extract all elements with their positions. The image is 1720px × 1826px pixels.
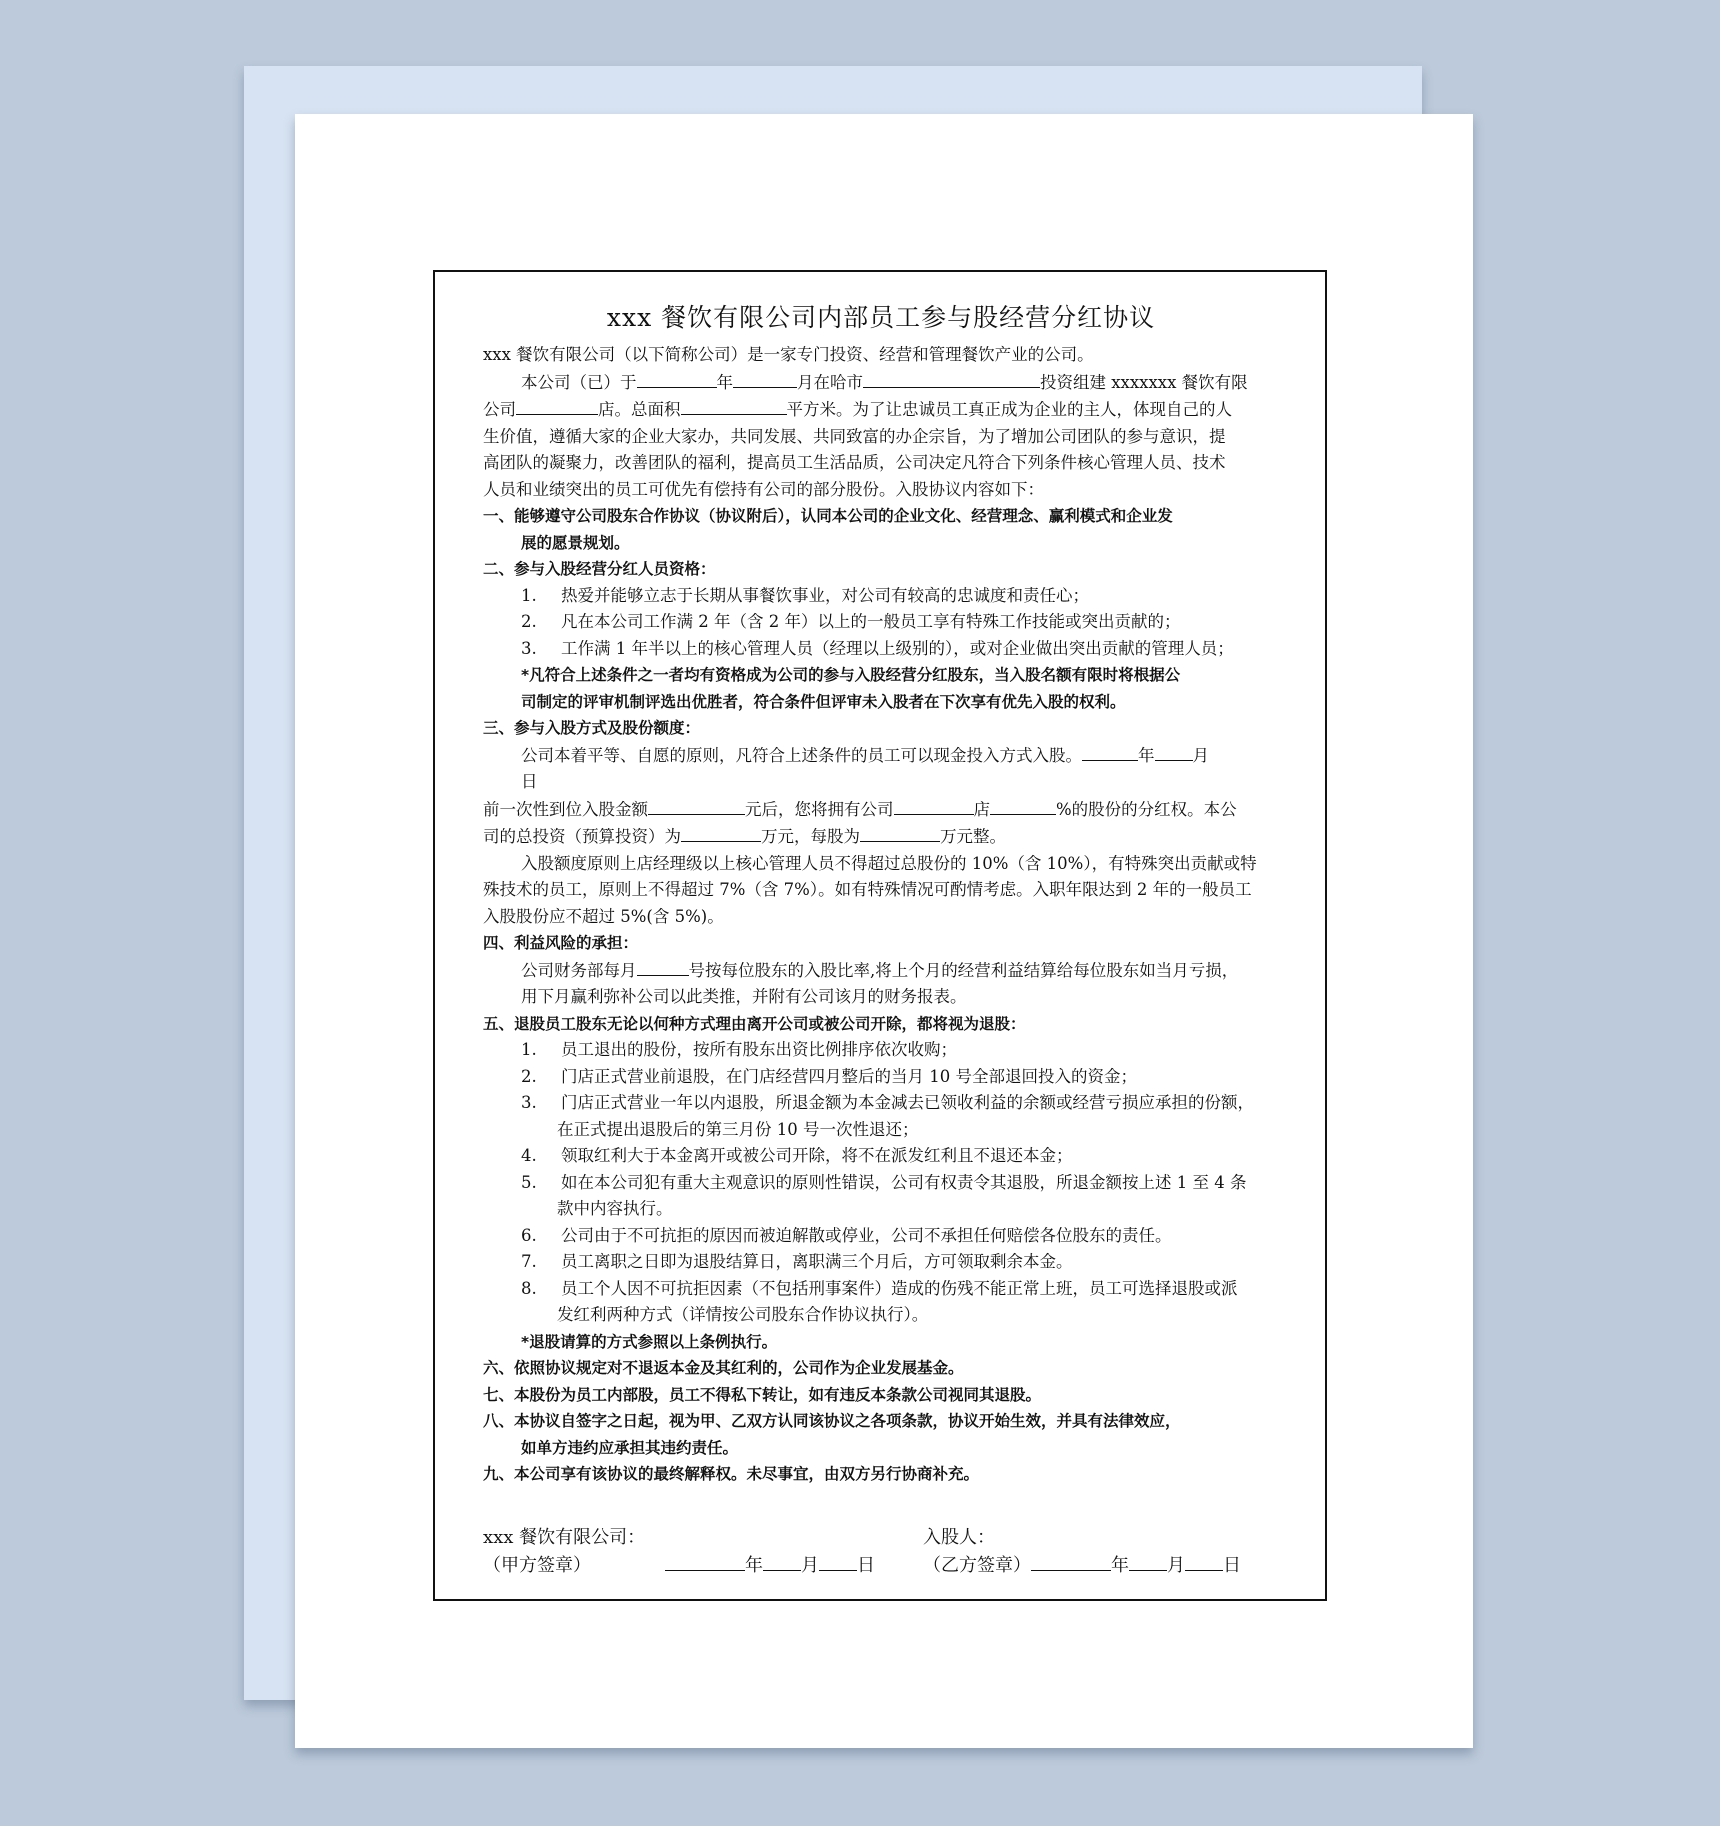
section-8-cont: 如单方违约应承担其违约责任。: [521, 1438, 739, 1457]
section-4-heading: 四、利益风险的承担：: [483, 934, 639, 952]
intro-line: [483, 396, 1279, 424]
item-number: 3.: [521, 1093, 537, 1112]
intro-text: 月在哈市: [797, 372, 863, 392]
blank-field[interactable]: [637, 957, 689, 976]
date-year-label: 年: [1111, 1555, 1129, 1576]
blank-field[interactable]: [681, 396, 787, 415]
party-b-signature: [923, 1524, 1241, 1580]
party-a-signature: [483, 1524, 875, 1580]
intro-line: 人员和业绩突出的员工可优先有偿持有公司的部分股份。入股协议内容如下：: [483, 479, 1044, 499]
list-item: [483, 636, 1279, 663]
party-b-seal: （乙方签章）: [923, 1555, 1031, 1576]
blank-field[interactable]: [665, 1552, 745, 1571]
intro-line: [483, 369, 1279, 397]
blank-field[interactable]: [860, 823, 940, 842]
intro-text: 年: [716, 372, 733, 392]
item-number: 5.: [521, 1172, 537, 1192]
item-number: 2.: [521, 1066, 537, 1086]
party-a-name: xxx 餐饮有限公司：: [483, 1527, 646, 1548]
intro-text: 平方米。为了让忠诚员工真正成为企业的主人，体现自己的人: [786, 400, 1232, 419]
section-6: 六、依照协议规定对不退返本金及其红利的，公司作为企业发展基金。: [483, 1359, 964, 1377]
blank-field[interactable]: [1155, 742, 1193, 761]
list-item: [483, 1223, 1279, 1250]
section-3-line: 入股股份应不超过 5%(含 5%)。: [483, 906, 724, 926]
section-text: 万元整。: [940, 827, 1006, 846]
item-number: 3.: [521, 638, 537, 658]
item-text: 领取红利大于本金离开或被公司开除，将不在派发红利且不退还本金；: [561, 1146, 1073, 1165]
section-text: 司的总投资（预算投资）为: [483, 827, 681, 846]
section-2-heading: 二、参与入股经营分红人员资格：: [483, 560, 716, 578]
section-3-line: [483, 823, 1279, 851]
blank-field[interactable]: [516, 396, 598, 415]
item-number: 4.: [521, 1146, 537, 1165]
section-1-cont: 展的愿景规划。: [521, 533, 630, 552]
section-8: 八、本协议自签字之日起，视为甲、乙双方认同该协议之各项条款，协议开始生效，并具有法律效应，: [483, 1412, 1181, 1430]
list-item: [483, 1249, 1279, 1276]
section-9: 九、本公司享有该协议的最终解释权。未尽事宜，由双方另行协商补充。: [483, 1465, 980, 1483]
section-4-line: 用下月赢利弥补公司以此类推，并附有公司该月的财务报表。: [521, 987, 967, 1006]
document-title: xxx 餐饮有限公司内部员工参与股经营分红协议: [606, 303, 1156, 332]
intro-line: xxx 餐饮有限公司（以下简称公司）是一家专门投资、经营和管理餐饮产业的公司。: [483, 345, 1094, 364]
item-number: 7.: [521, 1252, 537, 1271]
section-3-line: [483, 796, 1279, 824]
item-text: 如在本公司犯有重大主观意识的原则性错误，公司有权责令其退股，所退金额按上述 1 至 4 条: [561, 1172, 1247, 1192]
blank-field[interactable]: [819, 1552, 857, 1571]
date-day-label: 日: [1223, 1555, 1241, 1576]
document-page: [295, 114, 1473, 1748]
intro-line: 生价值，遵循大家的企业大家办，共同发展、共同致富的办企宗旨，为了增加公司团队的参与意识，提: [483, 426, 1226, 446]
section-2-note: *凡符合上述条件之一者均有资格成为公司的参与入股经营分红股东，当入股名额有限时将根据公: [521, 666, 1181, 684]
section-text: 年: [1138, 745, 1155, 765]
item-text: 凡在本公司工作满 2 年（含 2 年）以上的一般员工享有特殊工作技能或突出贡献的；: [561, 612, 1181, 631]
blank-field[interactable]: [733, 369, 797, 388]
section-text: 公司财务部每月: [521, 960, 637, 980]
party-b-date-line: [923, 1552, 1241, 1580]
document-border: [433, 270, 1327, 1601]
party-b-name: 入股人：: [923, 1527, 995, 1548]
party-a-seal: （甲方签章）: [483, 1555, 591, 1576]
section-3-line: 入股额度原则上店经理级以上核心管理人员不得超过总股份的 10%（含 10%），有特殊突出贡献或特: [521, 853, 1257, 873]
section-text: %的股份的分红权。本公: [1056, 799, 1237, 819]
blank-field[interactable]: [648, 796, 745, 815]
section-text: 万元，每股为: [761, 827, 860, 846]
section-text: 月: [1192, 745, 1209, 765]
list-item-cont: 发红利两种方式（详情按公司股东合作协议执行）。: [557, 1305, 929, 1324]
intro-line: 高团队的凝聚力，改善团队的福利，提高员工生活品质，公司决定凡符合下列条件核心管理人员、技术: [483, 453, 1226, 472]
item-text: 员工个人因不可抗拒因素（不包括刑事案件）造成的伤残不能正常上班，员工可选择退股或派: [561, 1278, 1238, 1298]
blank-field[interactable]: [990, 796, 1056, 815]
blank-field[interactable]: [1185, 1552, 1223, 1571]
item-text: 工作满 1 年半以上的核心管理人员（经理以上级别的），或对企业做出突出贡献的管理人员；: [561, 638, 1234, 658]
list-item: [483, 1064, 1279, 1091]
section-3-heading: 三、参与入股方式及股份额度：: [483, 719, 701, 737]
section-4-line: [483, 957, 1279, 985]
list-item: [483, 1143, 1279, 1170]
item-text: 公司由于不可抗拒的原因而被迫解散或停业，公司不承担任何赔偿各位股东的责任。: [561, 1225, 1172, 1245]
list-item-cont: 在正式提出退股后的第三月份 10 号一次性退还；: [557, 1119, 919, 1139]
item-number: 2.: [521, 612, 537, 631]
blank-field[interactable]: [894, 796, 974, 815]
item-number: 1.: [521, 585, 537, 605]
list-item: [483, 583, 1279, 610]
intro-text: 公司: [483, 400, 516, 419]
section-1: 一、能够遵守公司股东合作协议（协议附后），认同本公司的企业文化、经营理念、赢利模式和企业发: [483, 507, 1173, 525]
section-5-list: [483, 1037, 1279, 1329]
list-item-cont: 款中内容执行。: [557, 1199, 673, 1218]
section-text: 公司本着平等、自愿的原则，凡符合上述条件的员工可以现金投入方式入股。: [521, 745, 1082, 765]
blank-field[interactable]: [863, 369, 1040, 388]
blank-field[interactable]: [763, 1552, 801, 1571]
list-item: [483, 1276, 1279, 1303]
list-item: [483, 1170, 1279, 1197]
intro-text: 投资组建 xxxxxxx 餐饮有限: [1040, 372, 1248, 392]
section-3-line: 殊技术的员工，原则上不得超过 7%（含 7%）。如有特殊情况可酌情考虑。入职年限达到 2 年的一般员工: [483, 880, 1252, 899]
list-item: [483, 609, 1279, 636]
section-5-note: *退股请算的方式参照以上条例执行。: [521, 1332, 778, 1351]
section-2-note: 司制定的评审机制评选出优胜者，符合条件但评审未入股者在下次享有优先入股的权利。: [521, 692, 1126, 711]
item-text: 员工退出的股份，按所有股东出资比例排序依次收购；: [561, 1040, 957, 1059]
section-text: 元后，您将拥有公司: [745, 799, 894, 819]
intro-text: 本公司（已）于: [521, 372, 637, 392]
section-5-heading: 五、退股员工股东无论以何种方式理由离开公司或被公司开除，都将视为退股：: [483, 1014, 1026, 1033]
item-number: 6.: [521, 1225, 537, 1245]
blank-field[interactable]: [637, 369, 717, 388]
blank-field[interactable]: [1082, 742, 1138, 761]
list-item: [483, 1090, 1279, 1117]
section-text: 号按每位股东的入股比率,将上个月的经营利益结算给每位股东如当月亏损，: [688, 960, 1239, 980]
section-7: 七、本股份为员工内部股，员工不得私下转让，如有违反本条款公司视同其退股。: [483, 1385, 1042, 1404]
section-3-line: 日: [521, 772, 538, 791]
party-a-date-line: [483, 1552, 875, 1580]
date-year-label: 年: [745, 1555, 763, 1576]
blank-field[interactable]: [681, 823, 761, 842]
item-number: 8.: [521, 1278, 537, 1298]
document-body: [483, 298, 1279, 1488]
item-text: 员工离职之日即为退股结算日，离职满三个月后，方可领取剩余本金。: [561, 1252, 1073, 1271]
blank-field[interactable]: [1031, 1552, 1111, 1571]
item-text: 门店正式营业前退股，在门店经营四月整后的当月 10 号全部退回投入的资金；: [561, 1066, 1137, 1086]
section-text: 店: [973, 799, 990, 819]
date-month-label: 月: [801, 1555, 819, 1576]
item-text: 热爱并能够立志于长期从事餐饮事业，对公司有较高的忠诚度和责任心；: [561, 585, 1089, 605]
section-3-line: [483, 742, 1279, 770]
section-text: 前一次性到位入股金额: [483, 799, 648, 819]
date-month-label: 月: [1167, 1555, 1185, 1576]
blank-field[interactable]: [1129, 1552, 1167, 1571]
item-text: 门店正式营业一年以内退股，所退金额为本金减去已领收利益的余额或经营亏损应承担的份额，: [561, 1093, 1254, 1112]
date-day-label: 日: [857, 1555, 875, 1576]
item-number: 1.: [521, 1040, 537, 1059]
list-item: [483, 1037, 1279, 1064]
intro-text: 店。总面积: [598, 400, 681, 419]
